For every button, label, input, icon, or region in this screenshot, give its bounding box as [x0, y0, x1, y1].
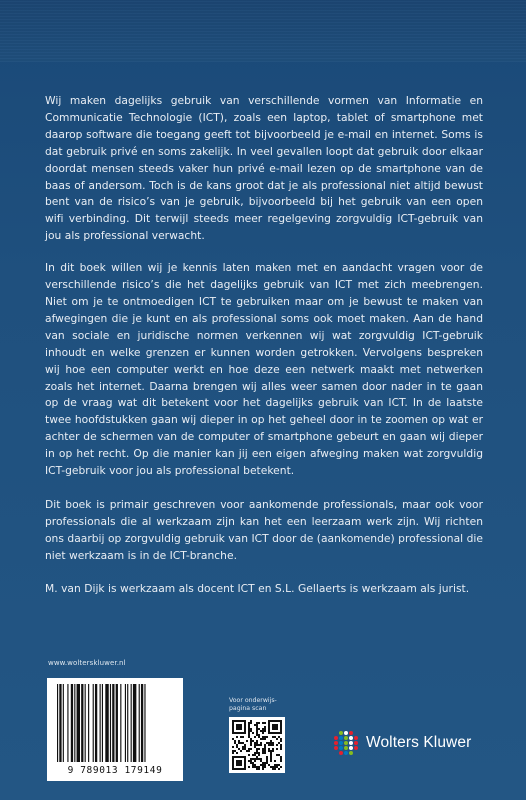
qr-code[interactable]	[229, 717, 285, 773]
qr-label: Voor onderwijs- pagina scan	[229, 697, 277, 712]
top-band	[0, 0, 526, 62]
isbn-barcode	[47, 678, 183, 781]
isbn-number: 9 789013 179149	[67, 765, 163, 776]
blurb-paragraph: Dit boek is primair geschreven voor aankomende professionals, maar ook voor professionals die al werkzaam zijn kan het een leerzaam werk zijn. Wij richten ons daarbij op zorgvuldig gebruik van ICT door de (aankomende) professional die niet werkzaam is in de ICT-branche.	[45, 497, 483, 562]
author-note: M. van Dijk is werkzaam als docent ICT en S.L. Gellaerts is werkzaam als jurist.	[45, 582, 470, 596]
blurb-paragraph: In dit boek willen wij je kennis laten maken met en aandacht vragen voor de verschillende risico’s die het dagelijks gebruik van ICT met zich meebrengen. Niet om je te ontmoedigen ICT te gebruiken maar om je bewust te maken van afwegingen die je kunt en als professional soms ook moet maken. Aan de hand van sociale en juridische normen verkennen wij wat zorgvuldig ICT-gebruik inhoudt en welke grenzen er kunnen worden getrokken. Vervolgens bespreken wij hoe een computer werkt en hoe deze een netwerk maakt met netwerken zoals het internet. Daarna brengen wij alles weer samen door nader in te gaan op de vraag wat dit betekent voor het dagelijks gebruik van ICT. In de laatste twee hoofdstukken gaan wij dieper in op het geheel door in te zoomen op wat er achter de schermen van de computer of smartphone gebeurt en gaan wij dieper in op het recht. Op die manier kan jij een eigen afweging maken wat zorgvuldig ICT-gebruik voor jou als professional betekent.	[45, 261, 483, 478]
blurb-paragraph: Wij maken dagelijks gebruik van verschillende vormen van Informatie en Communicatie Technologie (ICT), zoals een laptop, tablet of smartphone met daarop software die toegang geeft tot bijvoorbeeld je e-mail en internet. Soms is dat gebruik privé en soms zakelijk. In veel gevallen loopt dat gebruik door elkaar doordat mensen steeds vaker hun privé e-mail lezen op de smartphone van de baas of andersom. Toch is de kans groot dat je als professional niet altijd bewust bent van de risico’s van je gebruik, bijvoorbeeld bij het gebruik van een open wifi verbinding. Dit terwijl steeds meer regelgeving zorgvuldig ICT-gebruik van jou als professional verwacht.	[45, 94, 483, 243]
publisher-name: Wolters Kluwer	[366, 734, 472, 751]
barcode-bars	[55, 684, 175, 764]
publisher-website[interactable]: www.wolterskluwer.nl	[48, 659, 126, 667]
publisher-logo	[333, 730, 471, 756]
blurb-text	[45, 93, 483, 615]
qr-code-pattern	[229, 717, 285, 773]
wolters-kluwer-logo-icon	[333, 730, 359, 756]
